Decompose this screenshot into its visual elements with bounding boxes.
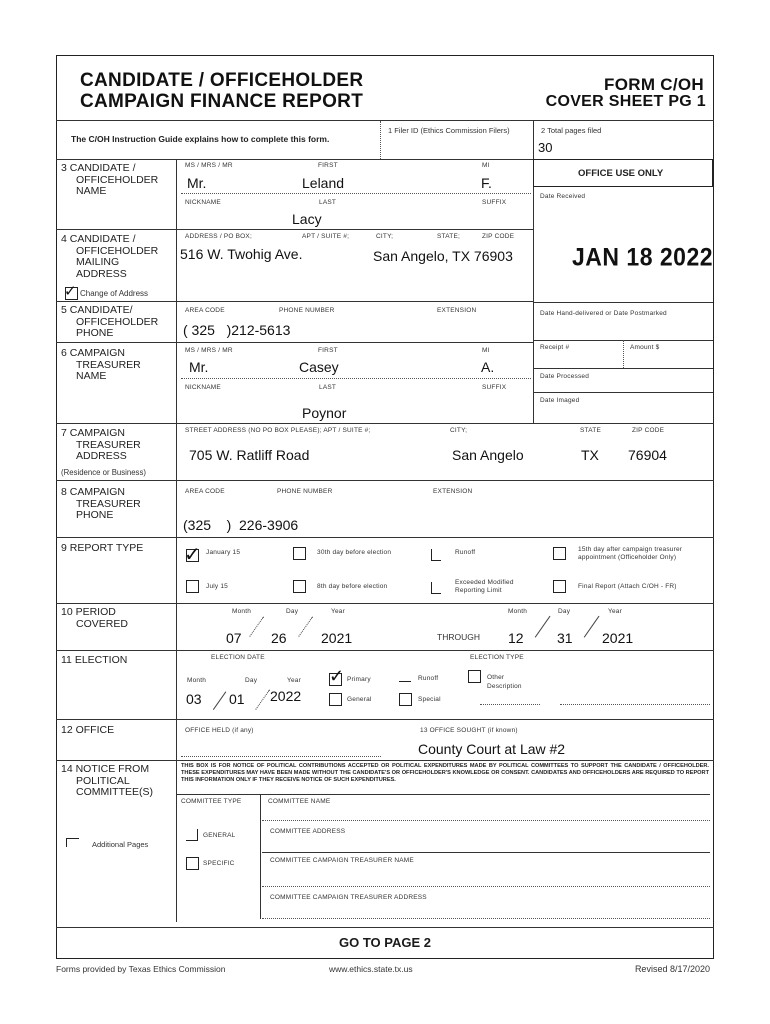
divider (56, 120, 714, 121)
section-9-label: 9 REPORT TYPE (61, 542, 144, 554)
total-pages-value: 30 (538, 140, 553, 155)
primary-label: Primary (347, 676, 371, 683)
specific-committee-checkbox[interactable] (186, 857, 199, 870)
treasurer-zip-label: ZIP CODE (632, 427, 665, 434)
divider (56, 719, 714, 720)
exceeded-limit-checkbox[interactable] (431, 582, 441, 594)
section-12-label: 12 OFFICE (61, 724, 115, 736)
15th-day-checkbox[interactable] (553, 547, 566, 560)
divider (56, 927, 714, 928)
period-end-month: 12 (508, 630, 524, 646)
start-month-label: Month (232, 608, 252, 615)
runoff-election-label: Runoff (418, 675, 439, 682)
divider (56, 229, 534, 230)
treasurer-first-label: FIRST (318, 347, 338, 354)
treasurer-last-label: LAST (319, 384, 337, 391)
last-name-label: LAST (319, 199, 337, 206)
treasurer-state: TX (581, 447, 599, 463)
change-of-address-label: Change of Address (80, 289, 149, 298)
first-name-label: FIRST (318, 162, 338, 169)
office-sought-label: 13 OFFICE SOUGHT (if known) (420, 727, 518, 734)
election-month-label: Month (187, 677, 207, 684)
divider (56, 603, 714, 604)
final-report-checkbox[interactable] (553, 580, 566, 593)
election-day: 01 (229, 691, 245, 707)
general-committee-checkbox[interactable] (186, 829, 198, 841)
start-day-label: Day (286, 608, 299, 615)
treasurer-city-label: CITY; (450, 427, 468, 434)
checkmark-icon: ✓ (329, 666, 345, 686)
candidate-city-state-zip: San Angelo, TX 76903 (373, 248, 513, 264)
treasurer-last-name: Poynor (302, 405, 347, 421)
exceeded-limit-label: Exceeded Modified Reporting Limit (455, 579, 514, 594)
committee-type-label: COMMITTEE TYPE (181, 798, 242, 805)
nickname-label: NICKNAME (185, 199, 221, 206)
treasurer-mi: A. (481, 359, 495, 375)
total-pages-label: 2 Total pages filed (541, 126, 602, 135)
residence-note: (Residence or Business) (61, 468, 146, 477)
form-sheet: COVER SHEET PG 1 (545, 93, 706, 110)
form-title-line2: CAMPAIGN FINANCE REPORT (80, 91, 364, 112)
candidate-first-name: Leland (302, 175, 345, 191)
30th-day-checkbox[interactable] (293, 547, 306, 560)
divider (533, 121, 534, 159)
committee-address-label: COMMITTEE ADDRESS (270, 828, 346, 835)
8th-day-checkbox[interactable] (293, 580, 306, 593)
amount-label: Amount $ (630, 344, 660, 351)
treasurer-street: 705 W. Ratliff Road (189, 447, 310, 463)
received-stamp: JAN 18 2022 (572, 242, 714, 271)
election-month: 03 (186, 691, 202, 707)
runoff-label: Runoff (455, 549, 476, 556)
area-code-label: AREA CODE (185, 307, 225, 314)
divider (262, 852, 710, 853)
divider (262, 918, 710, 919)
divider (181, 756, 381, 757)
section-7-label: 7 CAMPAIGN TREASURER ADDRESS (61, 427, 141, 462)
divider (262, 820, 710, 821)
section-8-label: 8 CAMPAIGN TREASURER PHONE (61, 486, 141, 521)
committee-name-label: COMMITTEE NAME (268, 798, 331, 805)
special-election-label: Special (418, 696, 441, 703)
divider (181, 378, 531, 379)
general-committee-label: GENERAL (203, 832, 236, 839)
treasurer-prefix-label: MS / MRS / MR (185, 347, 233, 354)
treasurer-area-label: AREA CODE (185, 488, 225, 495)
office-sought: County Court at Law #2 (418, 741, 566, 757)
treasurer-zip: 76904 (628, 447, 667, 463)
divider (533, 302, 713, 303)
form-code: FORM C/OH (604, 75, 704, 94)
additional-pages-label: Additional Pages (92, 840, 149, 849)
runoff-election-checkbox[interactable] (399, 673, 411, 682)
divider (262, 886, 710, 887)
city-label: CITY; (376, 233, 394, 240)
committee-treasurer-name-label: COMMITTEE CAMPAIGN TREASURER NAME (270, 857, 414, 864)
divider (181, 193, 531, 194)
treasurer-suffix-label: SUFFIX (482, 384, 507, 391)
divider (56, 760, 714, 761)
divider (623, 340, 624, 368)
through-label: THROUGH (437, 632, 480, 642)
section-4-label: 4 CANDIDATE / OFFICEHOLDER MAILING ADDRESS (61, 233, 159, 280)
checkmark-icon: ✓ (64, 283, 77, 300)
state-label: STATE; (437, 233, 460, 240)
other-election-label: Other (487, 674, 505, 681)
end-day-label: Day (558, 608, 571, 615)
divider (56, 650, 714, 651)
divider (533, 392, 713, 393)
office-held-label: OFFICE HELD (if any) (185, 727, 254, 734)
8th-day-label: 8th day before election (317, 583, 388, 590)
go-to-page-2: GO TO PAGE 2 (339, 935, 431, 950)
revised-date: Revised 8/17/2020 (634, 964, 710, 974)
election-year: 2022 (270, 688, 302, 704)
provided-by: Forms provided by Texas Ethics Commission (56, 964, 226, 974)
treasurer-mi-label: MI (482, 347, 490, 354)
divider (533, 368, 713, 369)
form-title-line1: CANDIDATE / OFFICEHOLDER (80, 70, 364, 91)
date-processed-label: Date Processed (540, 373, 590, 380)
candidate-address: 516 W. Twohig Ave. (180, 246, 303, 262)
instruction-text: The C/OH Instruction Guide explains how to complete this form. (71, 134, 330, 144)
treasurer-city: San Angelo (452, 447, 524, 463)
divider (260, 795, 261, 919)
divider (56, 480, 714, 481)
july-15-checkbox[interactable] (186, 580, 199, 593)
divider (56, 159, 534, 160)
divider (533, 187, 534, 423)
election-day-label: Day (245, 677, 258, 684)
section-5-label: 5 CANDIDATE/ OFFICEHOLDER PHONE (61, 304, 159, 339)
special-election-checkbox[interactable] (399, 693, 412, 706)
end-year-label: Year (608, 608, 622, 615)
apt-label: APT / SUITE #; (302, 233, 350, 240)
candidate-last-name: Lacy (292, 211, 322, 227)
description-label: Description (487, 683, 522, 690)
period-start-day: 26 (271, 630, 287, 646)
description-line (480, 704, 540, 705)
divider (56, 537, 714, 538)
date-imaged-label: Date Imaged (540, 397, 580, 404)
section-6-label: 6 CAMPAIGN TREASURER NAME (61, 347, 141, 382)
treasurer-first-name: Casey (299, 359, 339, 375)
start-year-label: Year (331, 608, 345, 615)
final-report-label: Final Report (Attach C/OH - FR) (578, 583, 677, 590)
treasurer-phone: (325 ) 226-3906 (183, 517, 299, 533)
website: www.ethics.state.tx.us (329, 964, 413, 974)
candidate-prefix: Mr. (187, 175, 207, 191)
office-use-title: OFFICE USE ONLY (578, 168, 664, 179)
divider (176, 794, 710, 795)
election-type-label: ELECTION TYPE (470, 654, 524, 661)
election-date-label: ELECTION DATE (211, 654, 265, 661)
section-11-label: 11 ELECTION (61, 654, 128, 666)
30th-day-label: 30th day before election (317, 549, 392, 556)
prefix-label: MS / MRS / MR (185, 162, 233, 169)
runoff-checkbox[interactable] (431, 549, 441, 561)
divider (56, 301, 534, 302)
candidate-phone: ( 325 )212-5613 (183, 322, 291, 338)
committee-treasurer-address-label: COMMITTEE CAMPAIGN TREASURER ADDRESS (270, 894, 427, 901)
treasurer-state-label: STATE (580, 427, 601, 434)
additional-pages-checkbox[interactable] (66, 838, 79, 847)
phone-number-label: PHONE NUMBER (279, 307, 335, 314)
january-15-label: January 15 (206, 549, 241, 556)
label-column-divider (176, 159, 177, 922)
suffix-label: SUFFIX (482, 199, 507, 206)
end-month-label: Month (508, 608, 528, 615)
zip-label: ZIP CODE (482, 233, 515, 240)
treasurer-prefix: Mr. (189, 359, 209, 375)
date-received-label: Date Received (540, 193, 586, 200)
period-end-year: 2021 (602, 630, 634, 646)
divider (56, 342, 534, 343)
specific-committee-label: SPECIFIC (203, 860, 235, 867)
period-end-day: 31 (557, 630, 573, 646)
general-election-label: General (347, 696, 372, 703)
15th-day-label: 15th day after campaign treasurer appointment (Officeholder Only) (578, 546, 683, 561)
other-election-checkbox[interactable] (468, 670, 481, 683)
section-3-label: 3 CANDIDATE / OFFICEHOLDER NAME (61, 162, 159, 197)
receipt-label: Receipt # (540, 344, 570, 351)
general-election-checkbox[interactable] (329, 693, 342, 706)
hand-delivered-label: Date Hand-delivered or Date Postmarked (540, 310, 667, 317)
period-start-month: 07 (226, 630, 242, 646)
address-label: ADDRESS / PO BOX; (185, 233, 252, 240)
section-14-label: 14 NOTICE FROM POLITICAL COMMITTEE(S) (61, 763, 153, 798)
notice-text: THIS BOX IS FOR NOTICE OF POLITICAL CONTRIBUTIONS ACCEPTED OR POLITICAL EXPENDITURES MADE BY POLITICAL COMMITTEES TO SUPPORT THE CANDIDATE / OFFICEHOLDER. THESE EXPENDITURES MAY HAVE BEEN MADE WITHOUT THE CANDIDATE'S OR OFFICEHOLDER'S KNOWLEDGE OR CONSENT. CANDIDATES AND OFFICEHOLDERS ARE REQUIRED TO REPORT THIS INFORMATION ONLY IF THEY RECEIVE NOTICE OF SUCH EXPENDITURES. (181, 763, 709, 783)
candidate-mi: F. (481, 175, 492, 191)
election-year-label: Year (287, 677, 301, 684)
treasurer-nickname-label: NICKNAME (185, 384, 221, 391)
description-line (560, 704, 710, 705)
period-start-year: 2021 (321, 630, 353, 646)
divider (56, 423, 714, 424)
street-address-label: STREET ADDRESS (NO PO BOX PLEASE); APT / SUITE #; (185, 427, 371, 434)
mi-label: MI (482, 162, 490, 169)
treasurer-ext-label: EXTENSION (433, 488, 473, 495)
section-10-label: 10 PERIOD COVERED (61, 606, 128, 630)
treasurer-phone-label: PHONE NUMBER (277, 488, 333, 495)
extension-label: EXTENSION (437, 307, 477, 314)
july-15-label: July 15 (206, 583, 228, 590)
filer-id-label: 1 Filer ID (Ethics Commission Filers) (388, 126, 510, 135)
divider (380, 121, 381, 159)
checkmark-icon: ✓ (184, 544, 201, 566)
